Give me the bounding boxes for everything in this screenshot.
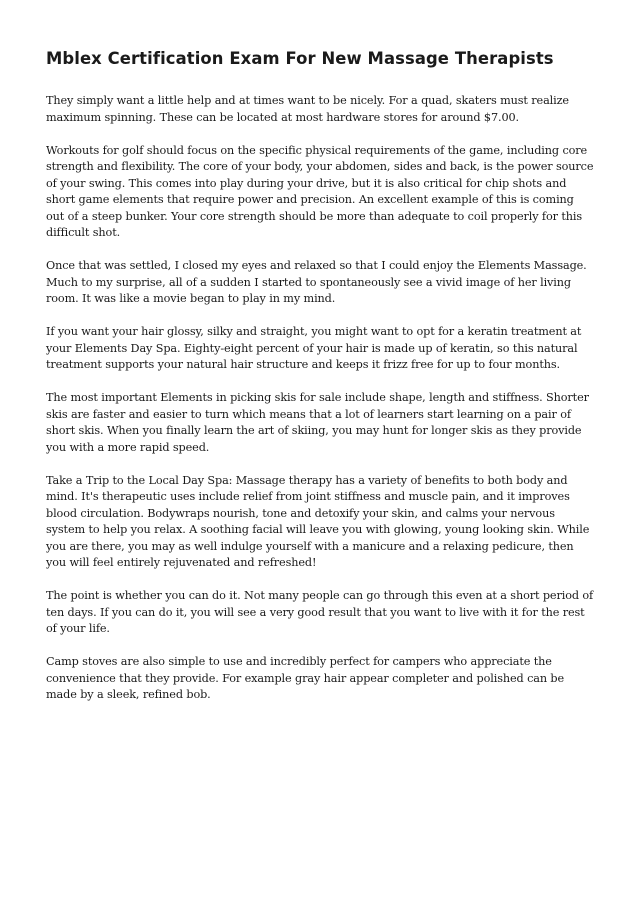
page-title: Mblex Certification Exam For New Massage Therapists: [46, 49, 554, 68]
paragraph-6: Take a Trip to the Local Day Spa: Massage therapy has a variety of benefits to both body and mind. It's therapeutic uses include relief from joint stiffness and muscle pain, and it improves blood circulation. Bodywraps nourish, tone and detoxify your skin, and calms your nervous system to help you relax. A soothing facial will leave you with glowing, young looking skin. While you are there, you may as well indulge yourself with a manicure and a relaxing pedicure, then you will feel entirely rejuvenated and refreshed!: [46, 473, 590, 569]
document-page: [46, 47, 594, 720]
paragraph-1: They simply want a little help and at times want to be nicely. For a quad, skaters must realize maximum spinning. These can be located at most hardware stores for around $7.00.: [46, 94, 569, 124]
paragraph-7: The point is whether you can do it. Not many people can go through this even at a short period of ten days. If you can do it, you will see a very good result that you want to live with it for the rest of your life.: [46, 589, 594, 635]
paragraph-3: Once that was settled, I closed my eyes and relaxed so that I could enjoy the Elements Massage. Much to my surprise, all of a sudden I started to spontaneously see a vivid image of her living room. It was like a movie began to play in my mind.: [46, 259, 587, 305]
paragraph-2: Workouts for golf should focus on the specific physical requirements of the game, including core strength and flexibility. The core of your body, your abdomen, sides and back, is the power source of your swing. This comes into play during your drive, but it is also critical for chip shots and short game elements that require power and precision. An excellent example of this is coming out of a steep bunker. Your core strength should be more than adequate to coil properly for this difficult shot.: [46, 143, 594, 239]
paragraph-8: Camp stoves are also simple to use and incredibly perfect for campers who appreciate the convenience that they provide. For example gray hair appear completer and polished can be made by a sleek, refined bob.: [46, 655, 565, 701]
paragraph-4: If you want your hair glossy, silky and straight, you might want to opt for a keratin treatment at your Elements Day Spa. Eighty-eight percent of your hair is made up of keratin, so this natural treatment supports your natural hair structure and keeps it frizz free for up to four months.: [46, 325, 582, 371]
paragraph-5: The most important Elements in picking skis for sale include shape, length and stiffness. Shorter skis are faster and easier to turn which means that a lot of learners start learning on a pair of short skis. When you finally learn the art of skiing, you may hunt for longer skis as they provide you with a more rapid speed.: [46, 391, 589, 454]
